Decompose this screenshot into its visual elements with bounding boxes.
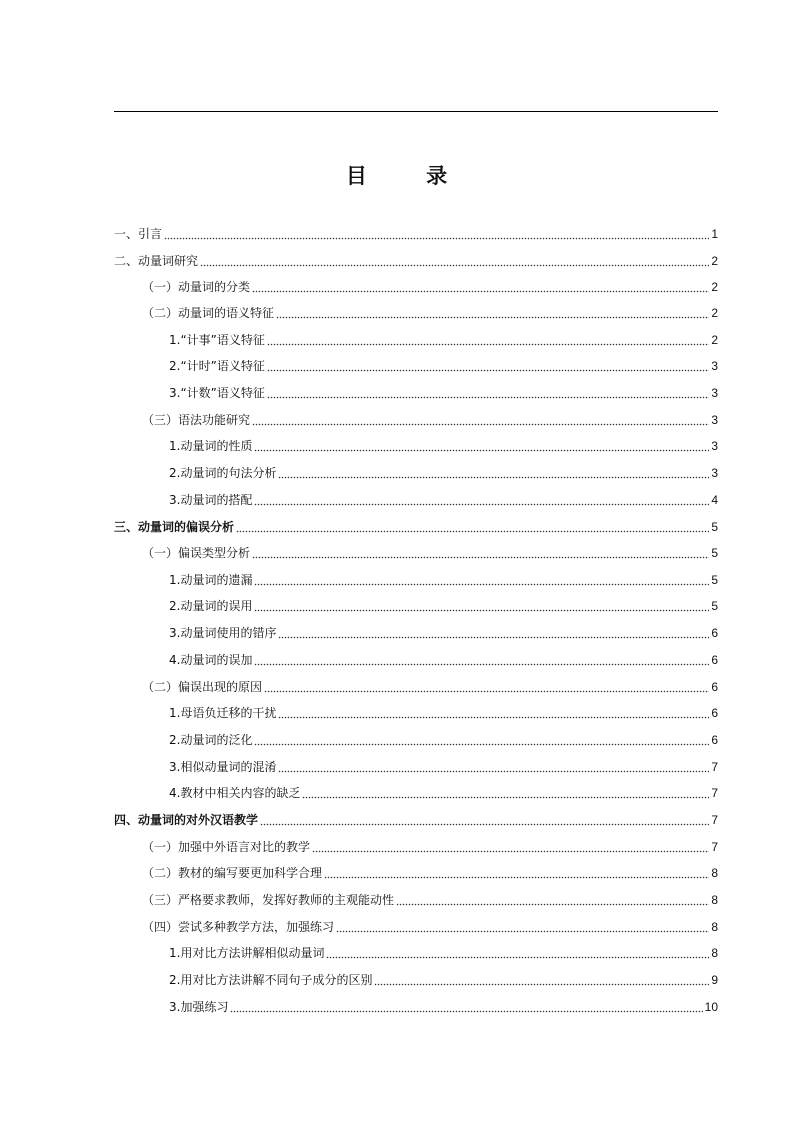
- toc-entry[interactable]: [169, 384, 718, 402]
- toc-entry-label: 二、动量词研究: [114, 254, 199, 268]
- toc-entry-page: 3: [711, 386, 718, 400]
- toc-entry-page: 5: [711, 546, 718, 560]
- toc-entry[interactable]: [169, 651, 718, 669]
- dot-leader: [267, 357, 709, 375]
- dot-leader: [252, 544, 709, 562]
- toc-entry-page: 2: [711, 306, 718, 320]
- toc-entry-page: 3: [711, 439, 718, 453]
- toc-entry-page: 6: [711, 680, 718, 694]
- toc-entry-label: 2.用对比方法讲解不同句子成分的区别: [169, 973, 373, 987]
- page-title: 目 录: [345, 164, 474, 188]
- dot-leader: [254, 491, 709, 509]
- toc-entry[interactable]: [169, 624, 718, 642]
- toc-entry-label: （三）严格要求教师，发挥好教师的主观能动性: [142, 893, 395, 907]
- toc-entry-page: 4: [711, 493, 718, 507]
- dot-leader: [260, 811, 709, 829]
- dot-leader: [230, 998, 702, 1016]
- toc-entry[interactable]: [114, 518, 718, 536]
- dot-leader: [252, 278, 709, 296]
- toc-entry-page: 7: [711, 840, 718, 854]
- toc-entry-page: 6: [711, 653, 718, 667]
- toc-entry[interactable]: [142, 918, 718, 936]
- toc-entry[interactable]: [114, 811, 718, 829]
- dot-leader: [264, 678, 709, 696]
- dot-leader: [276, 304, 709, 322]
- toc-entry-label: 1.动量词的遗漏: [169, 573, 253, 587]
- toc-entry-page: 8: [711, 946, 718, 960]
- toc-entry-label: 3.相似动量词的混淆: [169, 760, 277, 774]
- dot-leader: [252, 411, 709, 429]
- toc-entry-label: 3.动量词的搭配: [169, 493, 253, 507]
- toc-entry-page: 8: [711, 866, 718, 880]
- dot-leader: [254, 571, 709, 589]
- toc-entry-label: 4.动量词的误加: [169, 653, 253, 667]
- toc-entry-label: 四、动量词的对外汉语教学: [114, 813, 259, 827]
- toc-entry[interactable]: [169, 731, 718, 749]
- toc-entry-page: 3: [711, 466, 718, 480]
- dot-leader: [396, 891, 709, 909]
- toc-entry-page: 8: [711, 893, 718, 907]
- dot-leader: [254, 731, 709, 749]
- toc-entry[interactable]: [169, 971, 718, 989]
- toc-entry-label: （二）偏误出现的原因: [142, 680, 263, 694]
- toc-entry-label: （三）语法功能研究: [142, 413, 251, 427]
- toc-entry[interactable]: [169, 758, 718, 776]
- toc-entry-page: 2: [711, 280, 718, 294]
- toc-entry-page: 7: [711, 813, 718, 827]
- toc-entry-label: 1.“计事”语义特征: [169, 333, 265, 347]
- toc-entry-page: 2: [711, 333, 718, 347]
- toc-entry[interactable]: [142, 411, 718, 429]
- dot-leader: [236, 518, 709, 536]
- toc-entry[interactable]: [169, 998, 718, 1016]
- dot-leader: [278, 758, 709, 776]
- toc-entry[interactable]: [142, 544, 718, 562]
- toc-entry[interactable]: [169, 784, 718, 802]
- dot-leader: [312, 838, 709, 856]
- dot-leader: [254, 651, 709, 669]
- toc-entry-label: 2.动量词的泛化: [169, 733, 253, 747]
- toc-entry[interactable]: [114, 252, 718, 270]
- toc-entry-label: （一）偏误类型分析: [142, 546, 251, 560]
- dot-leader: [278, 704, 709, 722]
- dot-leader: [278, 464, 709, 482]
- toc-entry-label: 三、动量词的偏误分析: [114, 520, 235, 534]
- toc-entry-page: 7: [711, 786, 718, 800]
- toc-entry-page: 6: [711, 626, 718, 640]
- toc-entry-page: 5: [711, 520, 718, 534]
- toc-entry-label: （二）动量词的语义特征: [142, 306, 275, 320]
- dot-leader: [254, 597, 709, 615]
- toc-entry-page: 1: [711, 227, 718, 241]
- dot-leader: [267, 384, 709, 402]
- dot-leader: [326, 944, 709, 962]
- dot-leader: [324, 864, 709, 882]
- toc-entry-page: 9: [711, 973, 718, 987]
- toc-entry[interactable]: [142, 304, 718, 322]
- dot-leader: [278, 624, 709, 642]
- toc-entry-label: （一）加强中外语言对比的教学: [142, 840, 311, 854]
- toc-entry-page: 6: [711, 733, 718, 747]
- dot-leader: [302, 784, 709, 802]
- toc-entry-page: 7: [711, 760, 718, 774]
- toc-entry-page: 6: [711, 706, 718, 720]
- dot-leader: [374, 971, 709, 989]
- toc-entry-label: 1.动量词的性质: [169, 439, 253, 453]
- toc-entry[interactable]: [169, 571, 718, 589]
- toc-entry[interactable]: [114, 225, 718, 243]
- toc-entry-label: 2.动量词的句法分析: [169, 466, 277, 480]
- toc-entry-label: 1.用对比方法讲解相似动量词: [169, 946, 325, 960]
- toc-entry-label: 1.母语负迁移的干扰: [169, 706, 277, 720]
- toc-entry-label: 2.“计时”语义特征: [169, 359, 265, 373]
- toc-entry[interactable]: [169, 704, 718, 722]
- toc-entry-label: （一）动量词的分类: [142, 280, 251, 294]
- toc-entry[interactable]: [169, 944, 718, 962]
- toc-entry[interactable]: [142, 278, 718, 296]
- toc-entry-page: 3: [711, 413, 718, 427]
- toc-entry[interactable]: [169, 597, 718, 615]
- toc-entry-label: 4.教材中相关内容的缺乏: [169, 786, 301, 800]
- toc-entry[interactable]: [169, 331, 718, 349]
- toc-entry[interactable]: [142, 891, 718, 909]
- toc-entry-label: 3.“计数”语义特征: [169, 386, 265, 400]
- toc-entry[interactable]: [142, 864, 718, 882]
- toc-entry[interactable]: [169, 357, 718, 375]
- toc-entry-label: 3.动量词使用的错序: [169, 626, 277, 640]
- dot-leader: [254, 437, 709, 455]
- dot-leader: [200, 252, 709, 270]
- toc-entry[interactable]: [142, 678, 718, 696]
- toc-entry-label: 一、引言: [114, 227, 163, 241]
- toc-entry-page: 10: [704, 1000, 718, 1014]
- toc-entry-label: 3.加强练习: [169, 1000, 229, 1014]
- dot-leader: [336, 918, 709, 936]
- dot-leader: [267, 331, 709, 349]
- toc-entry-page: 5: [711, 573, 718, 587]
- toc-entry-label: 2.动量词的误用: [169, 599, 253, 613]
- toc-entry-label: （二）教材的编写要更加科学合理: [142, 866, 323, 880]
- toc-entry[interactable]: [169, 464, 718, 482]
- toc-entry[interactable]: [142, 838, 718, 856]
- dot-leader: [164, 225, 709, 243]
- toc-entry-page: 2: [711, 254, 718, 268]
- toc-entry[interactable]: [169, 491, 718, 509]
- toc-entry-page: 5: [711, 599, 718, 613]
- toc-entry-label: （四）尝试多种教学方法，加强练习: [142, 920, 335, 934]
- toc-entry-page: 3: [711, 359, 718, 373]
- toc-entry[interactable]: [169, 437, 718, 455]
- toc-entry-page: 8: [711, 920, 718, 934]
